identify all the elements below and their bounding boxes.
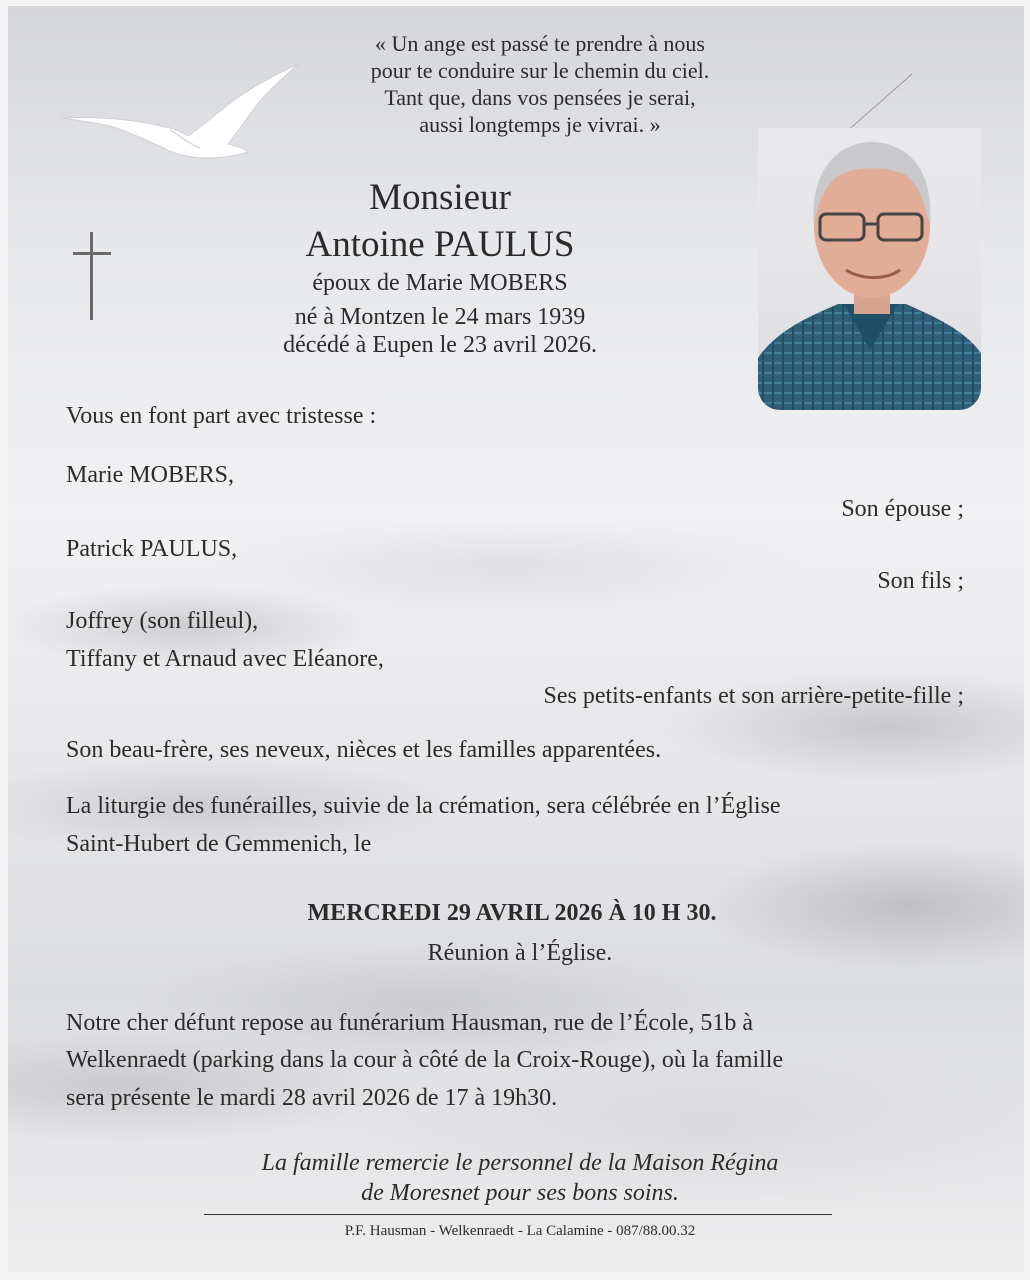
announcement-others: Son beau-frère, ses neveux, nièces et les familles apparentées. bbox=[66, 737, 662, 763]
thanks-line: de Moresnet pour ses bons soins. bbox=[361, 1180, 679, 1206]
obituary-card bbox=[8, 6, 1024, 1272]
thanks-line: La famille remercie le personnel de la Maison Régina bbox=[261, 1150, 779, 1176]
quote-line: aussi longtemps je vivrai. » bbox=[419, 112, 661, 137]
footer-divider bbox=[204, 1214, 832, 1215]
ceremony-date: MERCREDI 29 AVRIL 2026 À 10 H 30. bbox=[307, 900, 717, 926]
deceased-spouse: époux de Marie MOBERS bbox=[312, 270, 568, 296]
family-name: Joffrey (son filleul), bbox=[66, 608, 259, 634]
deceased-name: Antoine PAULUS bbox=[305, 224, 575, 265]
visitation-line: Notre cher défunt repose au funérarium Hausman, rue de l’École, 51b à bbox=[66, 1010, 754, 1036]
quote-line: Tant que, dans vos pensées je serai, bbox=[384, 85, 696, 110]
family-relation: Son fils ; bbox=[877, 568, 964, 594]
family-name: Tiffany et Arnaud avec Eléanore, bbox=[66, 646, 384, 672]
announcement-intro: Vous en font part avec tristesse : bbox=[66, 403, 377, 429]
ceremony-line: Saint-Hubert de Gemmenich, le bbox=[66, 831, 372, 857]
ceremony-meeting: Réunion à l’Église. bbox=[427, 940, 613, 966]
quote-line: « Un ange est passé te prendre à nous bbox=[375, 31, 705, 56]
ceremony-line: La liturgie des funérailles, suivie de la crémation, sera célébrée en l’Église bbox=[66, 793, 781, 819]
family-name: Marie MOBERS, bbox=[66, 462, 234, 488]
footer-text: P.F. Hausman - Welkenraedt - La Calamine - 087/88.00.32 bbox=[344, 1223, 696, 1239]
portrait-photo bbox=[758, 128, 981, 410]
quote bbox=[8, 30, 1024, 138]
visitation-line: Welkenraedt (parking dans la cour à côté de la Croix-Rouge), où la famille bbox=[66, 1047, 784, 1073]
portrait-illustration bbox=[758, 128, 981, 410]
family-relation: Ses petits-enfants et son arrière-petite-fille ; bbox=[543, 683, 964, 709]
family-name: Patrick PAULUS, bbox=[66, 536, 238, 562]
deceased-born: né à Montzen le 24 mars 1939 bbox=[294, 304, 586, 330]
deceased-title: Monsieur bbox=[369, 177, 511, 218]
visitation-line: sera présente le mardi 28 avril 2026 de 17 à 19h30. bbox=[66, 1085, 558, 1111]
family-relation: Son épouse ; bbox=[841, 496, 964, 522]
quote-line: pour te conduire sur le chemin du ciel. bbox=[370, 58, 710, 83]
deceased-died: décédé à Eupen le 23 avril 2026. bbox=[283, 332, 597, 358]
